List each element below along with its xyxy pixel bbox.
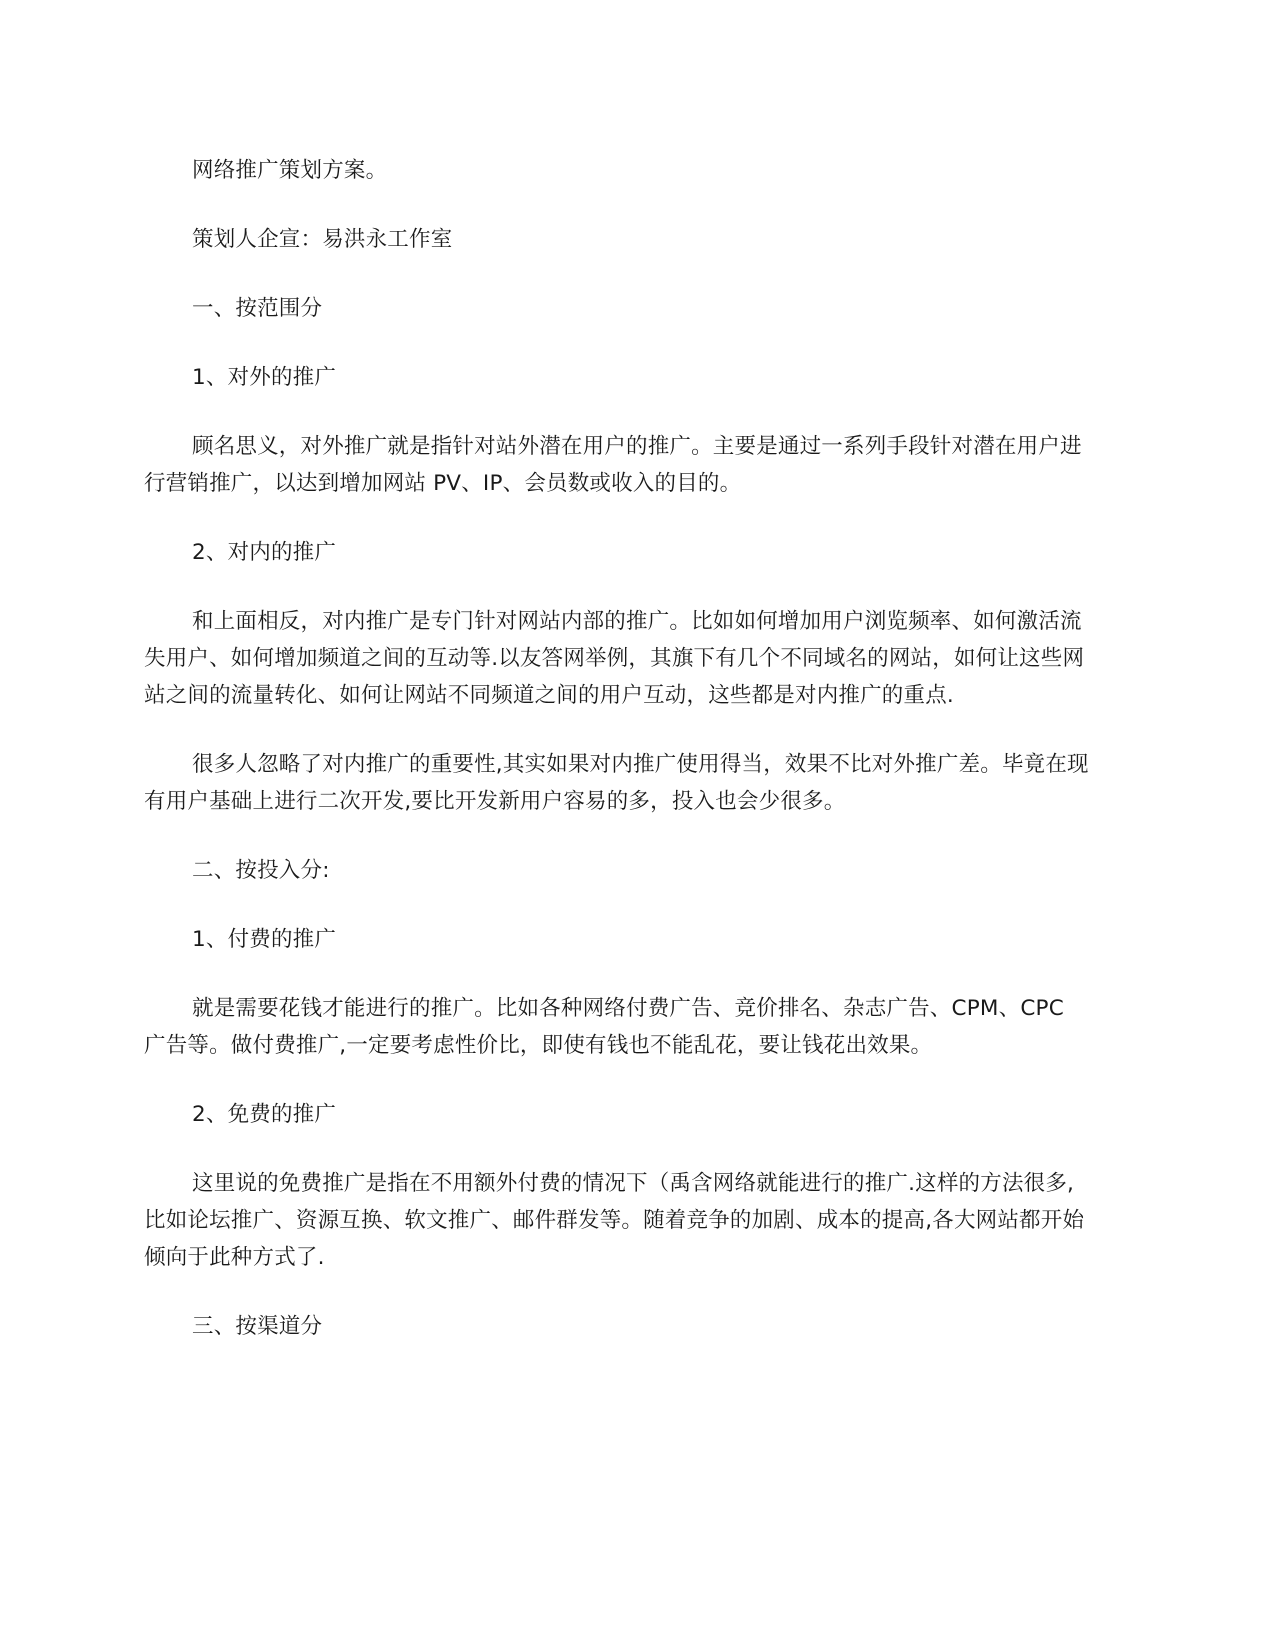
subheading-internal-promotion: 2、对内的推广 [192, 540, 337, 565]
section-heading-channel: 三、按渠道分 [192, 1314, 323, 1339]
section-heading-investment: 二、按投入分: [192, 858, 330, 883]
document-body [144, 152, 1092, 1377]
author-line: 策划人企宣：易洪永工作室 [192, 227, 453, 252]
subheading-paid-promotion: 1、付费的推广 [192, 927, 337, 952]
paragraph-external-promotion: 顾名思义，对外推广就是指针对站外潜在用户的推广。主要是通过一系列手段针对潜在用户进行营销推广，以达到增加网站 PV、IP、会员数或收入的目的。 [144, 434, 1082, 496]
paragraph-paid-promotion: 就是需要花钱才能进行的推广。比如各种网络付费广告、竞价排名、杂志广告、CPM、CPC 广告等。做付费推广,一定要考虑性价比，即使有钱也不能乱花，要让钱花出效果。 [144, 996, 1064, 1058]
paragraph-internal-promotion: 和上面相反，对内推广是专门针对网站内部的推广。比如如何增加用户浏览频率、如何激活流失用户、如何增加频道之间的互动等.以友答网举例，其旗下有几个不同域名的网站，如何让这些网站之间的流量转化、如何让网站不同频道之间的用户互动，这些都是对内推广的重点. [144, 609, 1085, 708]
subheading-free-promotion: 2、免费的推广 [192, 1102, 337, 1127]
subheading-external-promotion: 1、对外的推广 [192, 365, 337, 390]
document-title: 网络推广策划方案。 [192, 158, 388, 183]
paragraph-free-promotion: 这里说的免费推广是指在不用额外付费的情况下（禹含网络就能进行的推广.这样的方法很多,比如论坛推广、资源互换、软文推广、邮件群发等。随着竞争的加剧、成本的提高,各大网站都开始倾向于此种方式了. [144, 1171, 1085, 1270]
paragraph-internal-importance: 很多人忽略了对内推广的重要性,其实如果对内推广使用得当，效果不比对外推广差。毕竟在现有用户基础上进行二次开发,要比开发新用户容易的多，投入也会少很多。 [144, 752, 1089, 814]
section-heading-scope: 一、按范围分 [192, 296, 323, 321]
